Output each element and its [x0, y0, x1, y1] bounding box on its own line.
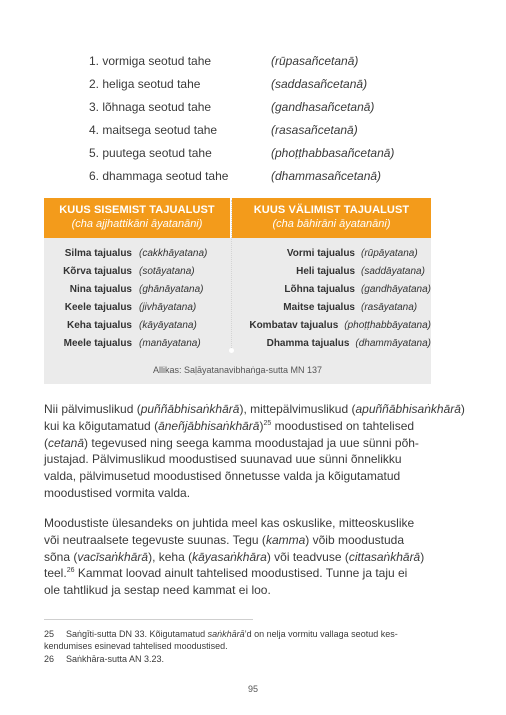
base-term: Heli tajualus [296, 265, 355, 277]
volition-list [89, 49, 409, 187]
base-term: Keha tajualus [66, 319, 132, 331]
base-term: Maitse tajualus [283, 301, 355, 313]
text-line: ole tahtlikud ja sestap need kammat ei loo. [44, 583, 271, 598]
base-term: Keele tajualus [64, 301, 132, 313]
list-item-label: 6. dhammaga seotud tahe [89, 168, 229, 183]
footnote-26 [44, 653, 431, 665]
text-run: kui ka kõigutamatud ( [44, 418, 159, 433]
table-row [44, 262, 230, 280]
text-line [44, 418, 431, 435]
text-line [44, 549, 431, 566]
list-item-pali: (gandhasañcetanā) [271, 99, 375, 114]
internal-bases-column [44, 244, 230, 352]
pali-term: puññābhisaṅkhārā [140, 402, 240, 416]
list-item [89, 49, 409, 72]
base-term: Kombatav tajualus [249, 319, 339, 331]
list-item-pali: (rūpasañcetanā) [271, 53, 359, 68]
footnote-25 [44, 628, 431, 652]
text-line [44, 435, 431, 452]
base-pali: (manāyatana) [139, 337, 201, 349]
text-run: Nii pälvimuslikud ( [44, 402, 141, 416]
pali-term: saṅkhārā [207, 629, 245, 639]
table-row [232, 334, 431, 352]
table-source: Allikas: Saḷāyatanavibhaṅga-sutta MN 137 [152, 365, 323, 375]
footnote-number: 26 [44, 654, 55, 664]
table-row [44, 298, 230, 316]
table-row [232, 298, 431, 316]
paragraph-2 [44, 515, 431, 599]
text-run: ) [259, 418, 264, 433]
text-line [44, 532, 431, 549]
sense-bases-table [44, 198, 431, 384]
text-run: ) võib moodustuda [305, 532, 405, 547]
divider-end-dot [229, 348, 234, 353]
external-bases-column [232, 244, 431, 352]
list-item [89, 118, 409, 141]
list-item-label: 1. vormiga seotud tahe [89, 53, 212, 68]
internal-bases-title: KUUS SISEMIST TAJUALUST [59, 204, 215, 216]
list-item-label: 2. heliga seotud tahe [89, 76, 201, 91]
base-term: Dhamma tajualus [266, 337, 350, 349]
external-bases-title: KUUS VÄLIMIST TAJUALUST [253, 204, 410, 216]
base-pali: (ghānāyatana) [139, 283, 204, 295]
base-term: Kõrva tajualus [63, 265, 132, 277]
text-run: või neutraalsete tegevuste suunas. Tegu ( [44, 532, 266, 547]
page-number: 95 [247, 684, 258, 694]
base-term: Vormi tajualus [286, 247, 355, 259]
base-term: Lõhna tajualus [284, 283, 355, 295]
external-bases-subtitle: (cha bāhirāni āyatanāni) [272, 218, 391, 230]
list-item-pali: (saddasañcetanā) [271, 76, 368, 91]
base-pali: (sotāyatana) [139, 265, 195, 277]
base-pali: (cakkhāyatana) [139, 247, 208, 259]
list-item-label: 4. maitsega seotud tahe [89, 122, 218, 137]
base-pali: (saddāyatana) [361, 265, 425, 277]
text-run: sõna ( [44, 549, 78, 564]
list-item [89, 95, 409, 118]
pali-term: vacīsaṅkhārā [77, 549, 149, 564]
internal-bases-header [44, 198, 230, 238]
base-term: Nina tajualus [69, 283, 132, 295]
list-item-pali: (dhammasañcetanā) [271, 168, 382, 183]
text-run: ( [44, 435, 48, 450]
text-run: moodustised on tahtelised [271, 418, 415, 433]
text-run: teel. [44, 566, 67, 581]
pali-term: āneñjābhisaṅkhārā [158, 418, 260, 433]
text-run: ), keha ( [148, 549, 193, 564]
footnote-number: 25 [44, 629, 55, 639]
table-row [232, 316, 431, 334]
base-pali: (rūpāyatana) [361, 247, 418, 259]
pali-term: cittasaṅkhārā [348, 549, 421, 564]
pali-term: apuññābhisaṅkhārā [355, 402, 461, 416]
table-row [44, 244, 230, 262]
pali-term: kāyasaṅkhāra [192, 549, 267, 564]
base-pali: (rasāyatana) [361, 301, 418, 313]
footnote-continuation: kendumises esinevad tahtelised moodustised. [44, 641, 228, 651]
text-run: ) [420, 549, 425, 564]
text-line: Moodustiste ülesandeks on juhtida meel kas oskuslike, mitteoskuslike [44, 516, 415, 530]
base-pali: (phoṭṭhabbāyatana) [344, 319, 431, 331]
footnote-rule [44, 619, 253, 620]
list-item [89, 141, 409, 164]
paragraph-1 [44, 401, 465, 502]
base-pali: (gandhāyatana) [360, 283, 431, 295]
list-item-pali: (rasasañcetanā) [271, 122, 358, 137]
text-run: Saṅgīti-sutta DN 33. Kõigutamatud [66, 629, 208, 639]
text-line [44, 565, 431, 582]
text-run: Saṅkhāra-sutta AN 3.23. [66, 654, 165, 664]
footnote-ref[interactable]: 26 [66, 567, 75, 575]
text-run: ), mittepälvimuslikud ( [239, 402, 356, 416]
table-row [232, 280, 431, 298]
base-pali: (dhammāyatana) [355, 337, 431, 349]
table-row [44, 316, 230, 334]
base-pali: (jivhāyatana) [139, 301, 197, 313]
base-term: Silma tajualus [64, 247, 132, 259]
text-run: Kammat loovad ainult tahtelised moodustised. Tunne ja taju ei [74, 566, 408, 581]
table-row [232, 244, 431, 262]
list-item-label: 3. lõhnaga seotud tahe [89, 99, 212, 114]
external-bases-header [232, 198, 431, 238]
text-run: ’d on nelja vormitu vallaga seotud kes- [244, 629, 398, 639]
table-row [44, 334, 230, 352]
text-run: ) tegevused ning seega kamma moodustajad ja uue sünni põh- [84, 435, 419, 450]
list-item-label: 5. puutega seotud tahe [89, 145, 212, 160]
text-line: moodustised vormita valda. [44, 485, 191, 500]
list-item [89, 164, 409, 187]
column-divider [231, 200, 232, 350]
text-line: valda, pälvimusetud moodustised õnnetusse valda ja kõigutamatud [44, 469, 401, 484]
text-line: justajad. Pälvimuslikud moodustised suunavad uue sünni õnnelikku [44, 452, 402, 467]
list-item-pali: (phoṭṭhabbasañcetanā) [271, 145, 395, 160]
text-line [44, 401, 465, 418]
text-run: ) või teadvuse ( [266, 549, 349, 564]
pali-term: cetanā [48, 435, 85, 450]
table-row [232, 262, 431, 280]
table-row [44, 280, 230, 298]
base-term: Meele tajualus [63, 337, 132, 349]
footnote-ref[interactable]: 25 [263, 419, 272, 427]
base-pali: (kāyāyatana) [139, 319, 197, 331]
list-item [89, 72, 409, 95]
pali-term: kamma [265, 532, 306, 547]
internal-bases-subtitle: (cha ajjhattikāni āyatanāni) [71, 218, 203, 230]
text-run: ) [460, 402, 465, 416]
